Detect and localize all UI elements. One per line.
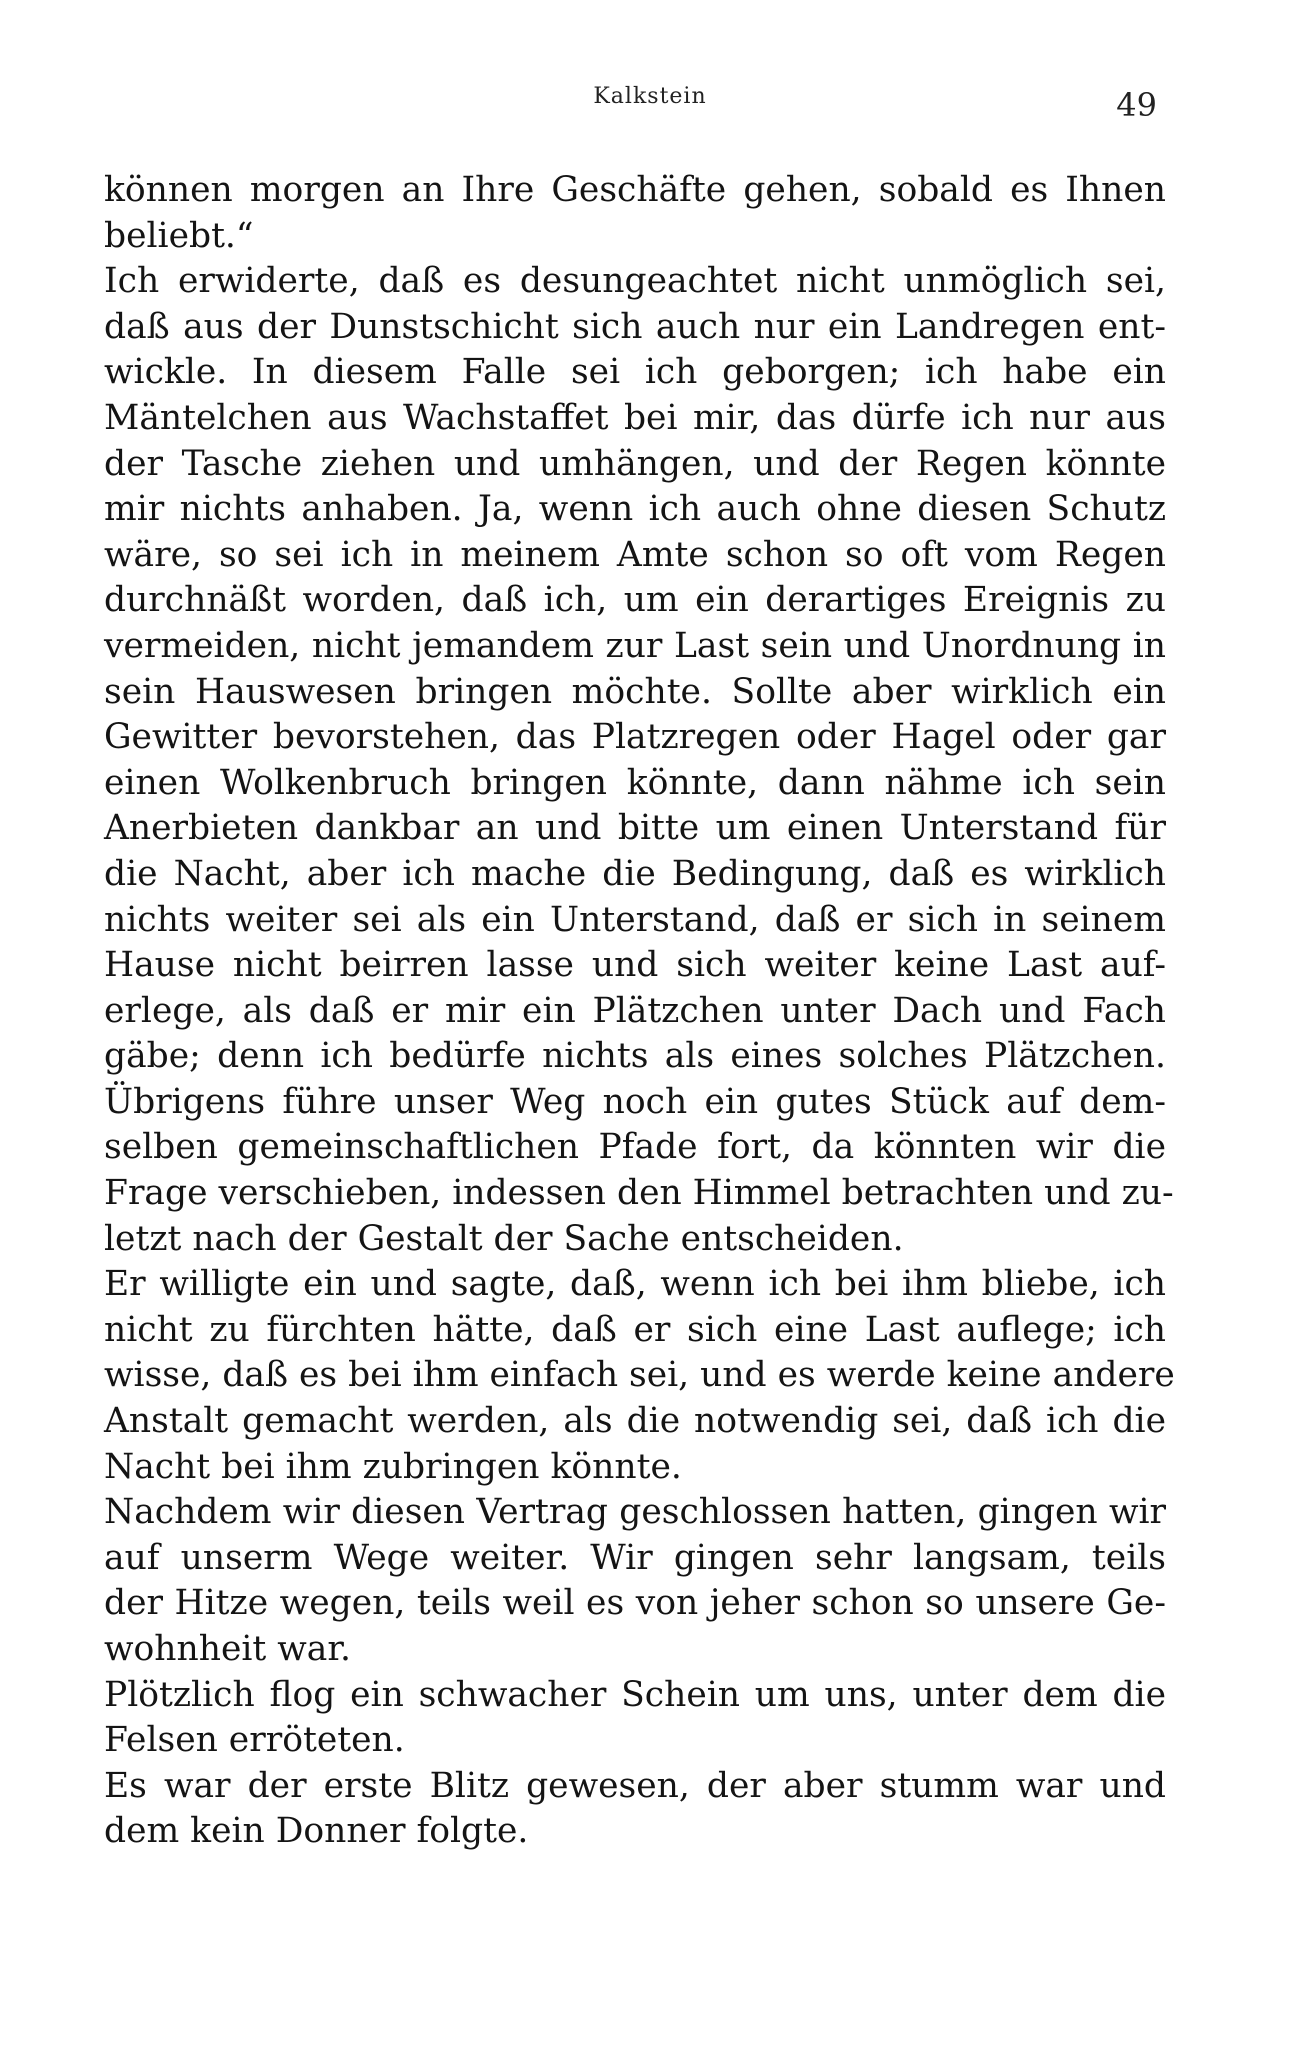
- text-line: wisse, daß es bei ihm einfach sei, und es werde keine andere: [104, 1355, 1175, 1396]
- text-line: nichts weiter sei als ein Unterstand, daß er sich in seinem: [104, 899, 1166, 940]
- text-line: wohnheit war.: [104, 1629, 352, 1669]
- text-line: auf unserm Wege weiter. Wir gingen sehr langsam, teils: [104, 1537, 1166, 1578]
- running-title: Kalkstein: [593, 84, 707, 109]
- text-line: erlege, als daß er mir ein Plätzchen unter Dach und Fach: [104, 990, 1166, 1031]
- text-line: wäre, so sei ich in meinem Amte schon so oft vom Regen: [104, 534, 1166, 575]
- text-line: mir nichts anhaben. Ja, wenn ich auch ohne diesen Schutz: [104, 489, 1166, 530]
- text-line: Anerbieten dankbar an und bitte um einen Unterstand für: [104, 808, 1166, 849]
- text-line: Nachdem wir diesen Vertrag geschlossen hatten, gingen wir: [104, 1492, 1166, 1533]
- text-line: Ich erwiderte, daß es desungeachtet nicht unmöglich sei,: [104, 261, 1166, 302]
- text-line: beliebt.“: [104, 215, 254, 256]
- page-number: 49: [1116, 86, 1157, 124]
- text-line: Plötzlich flog ein schwacher Schein um uns, unter dem die: [104, 1674, 1166, 1715]
- text-line: können morgen an Ihre Geschäfte gehen, sobald es Ihnen: [104, 170, 1166, 210]
- text-line: vermeiden, nicht jemandem zur Last sein und Unordnung in: [104, 625, 1166, 666]
- text-line: selben gemeinschaftlichen Pfade fort, da könnten wir die: [104, 1127, 1166, 1168]
- text-line: Mäntelchen aus Wachstaffet bei mir, das dürfe ich nur aus: [104, 397, 1166, 438]
- text-line: wickle. In diesem Falle sei ich geborgen; ich habe ein: [104, 352, 1166, 393]
- text-line: Frage verschieben, indessen den Himmel betrachten und zu-: [104, 1173, 1174, 1214]
- text-line: daß aus der Dunstschicht sich auch nur ein Landregen ent-: [104, 306, 1166, 347]
- text-line: Es war der erste Blitz gewesen, der aber stumm war und: [104, 1765, 1166, 1806]
- text-line: Nacht bei ihm zubringen könnte.: [104, 1446, 682, 1487]
- text-line: Hause nicht beirren lasse und sich weiter keine Last auf-: [104, 945, 1166, 986]
- text-line: durchnäßt worden, daß ich, um ein derartiges Ereignis zu: [104, 580, 1166, 621]
- text-line: Gewitter bevorstehen, das Platzregen oder Hagel oder gar: [104, 717, 1166, 758]
- text-line: der Tasche ziehen und umhängen, und der Regen könnte: [104, 443, 1166, 484]
- text-line: nicht zu fürchten hätte, daß er sich eine Last auflege; ich: [104, 1309, 1166, 1350]
- body-text: [104, 168, 1175, 1855]
- text-line: gäbe; denn ich bedürfe nichts als eines solches Plätzchen.: [104, 1036, 1166, 1077]
- text-line: Übrigens führe unser Weg noch ein gutes Stück auf dem-: [104, 1081, 1166, 1122]
- text-line: Felsen erröteten.: [104, 1720, 405, 1761]
- text-line: Anstalt gemacht werden, als die notwendig sei, daß ich die: [104, 1401, 1166, 1442]
- text-line: die Nacht, aber ich mache die Bedingung, daß es wirklich: [104, 853, 1166, 894]
- text-line: letzt nach der Gestalt der Sache entscheiden.: [104, 1218, 904, 1259]
- text-line: der Hitze wegen, teils weil es von jeher schon so unsere Ge-: [104, 1583, 1166, 1624]
- text-line: sein Hauswesen bringen möchte. Sollte aber wirklich ein: [104, 671, 1166, 712]
- text-line: dem kein Donner folgte.: [104, 1811, 529, 1852]
- text-line: Er willigte ein und sagte, daß, wenn ich bei ihm bliebe, ich: [104, 1264, 1166, 1305]
- text-line: einen Wolkenbruch bringen könnte, dann nähme ich sein: [104, 762, 1166, 803]
